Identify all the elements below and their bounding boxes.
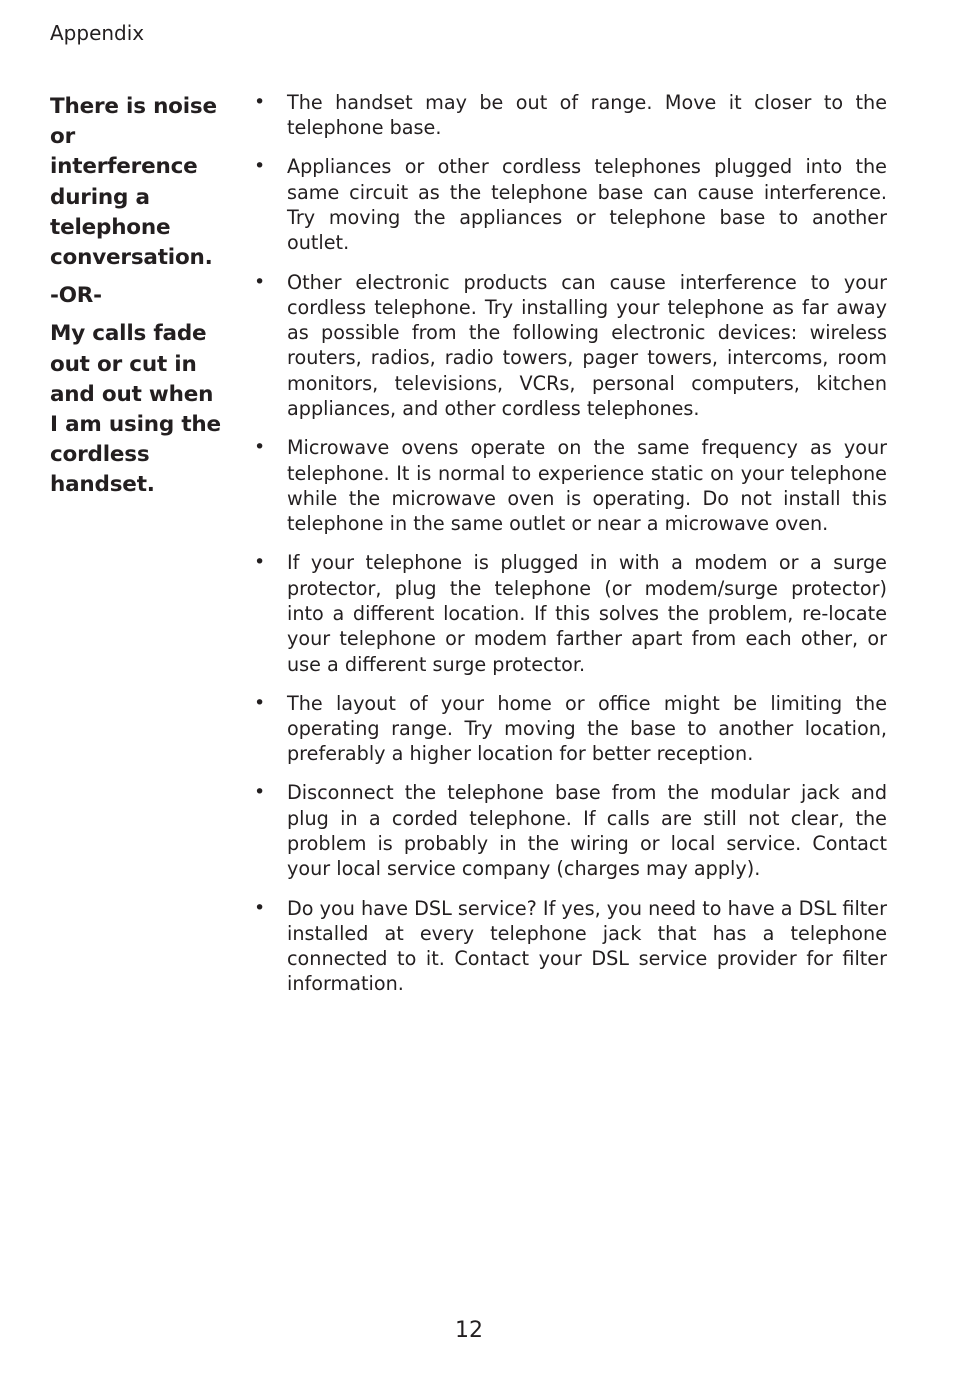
problem-statement-1: There is noise or interference during a telephone conversation. [50,94,217,271]
bullet-icon: • [254,155,266,178]
solution-text: Disconnect the telephone base from the modular jack and plug in a corded telephone. If calls are still not clear, the problem is probably in the wiring or local service. Contact your local service company (charges may apply). [287,781,887,881]
solution-text: Do you have DSL service? If yes, you need to have a DSL filter installed at every telephone jack that has a telephone connected to it. Contact your DSL service provider for filter information. [287,896,887,996]
solution-text: Other electronic products can cause interference to your cordless telephone. Try installing your telephone as far away as possible from the following electronic devices: wireless routers, radios, radio towers, pager towers, intercoms, room monitors, televisions, VCRs, personal computers, kitchen appliances, and other cordless telephones. [287,270,887,421]
problem-statement-2: My calls fade out or cut in and out when I am using the cordless handset. [50,321,221,498]
list-item [254,154,887,255]
list-item [254,896,887,997]
list-item [254,780,887,881]
list-item [254,691,887,767]
solution-text: Microwave ovens operate on the same frequency as your telephone. It is normal to experience static on your telephone while the microwave oven is operating. Do not install this telephone in the same outlet or near a microwave oven. [287,436,887,536]
solution-list [254,90,887,1011]
bullet-icon: • [254,896,266,919]
list-item [254,90,887,141]
solution-text: Appliances or other cordless telephones plugged into the same circuit as the telephone base can cause interference. Try moving the appliances or telephone base to another outlet. [287,155,887,255]
list-item [254,270,887,422]
list-item [254,550,887,676]
bullet-icon: • [254,781,266,804]
problem-heading [50,92,225,509]
solution-text: If your telephone is plugged in with a modem or a surge protector, plug the telephone (or modem/surge protector) into a different location. If this solves the problem, re-locate your telephone or modem farther apart from each other, or use a different surge protector. [287,551,887,676]
bullet-icon: • [254,551,266,574]
bullet-icon: • [254,436,266,459]
list-item [254,435,887,536]
bullet-icon: • [254,270,266,293]
section-header: Appendix [50,21,145,45]
problem-separator: -OR- [50,283,102,309]
bullet-icon: • [254,91,266,113]
solution-text: The layout of your home or office might be limiting the operating range. Try moving the base to another location, preferably a higher location for better reception. [287,691,887,766]
bullet-icon: • [254,691,266,714]
page-number: 12 [455,1318,483,1343]
solution-text: The handset may be out of range. Move it closer to the telephone base. [287,91,887,140]
